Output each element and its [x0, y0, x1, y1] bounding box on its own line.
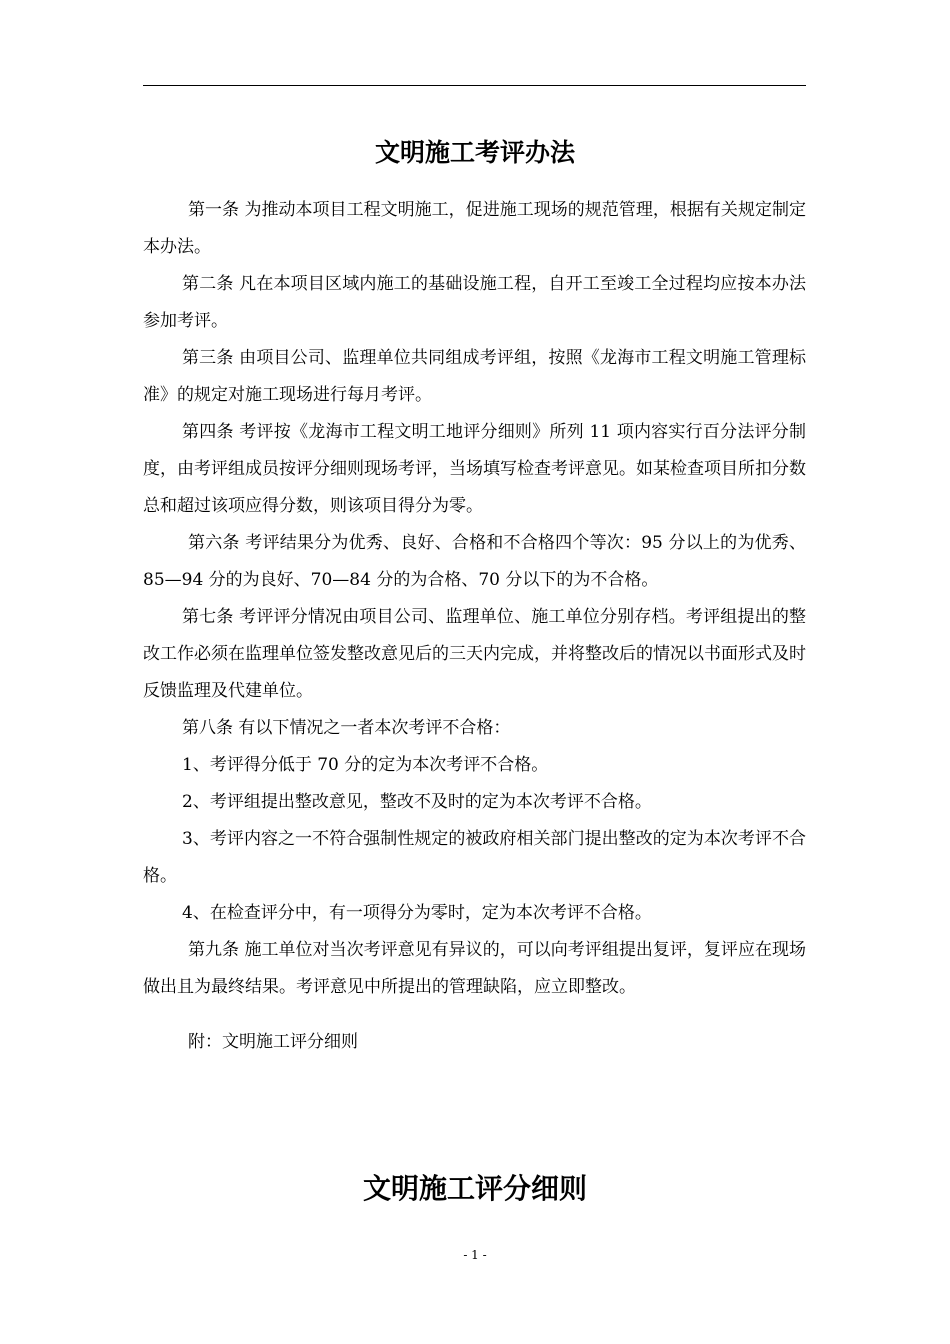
- spacer: [143, 1006, 806, 1024]
- article-9: 第九条 施工单位对当次考评意见有异议的，可以向考评组提出复评，复评应在现场做出且为最终结果。考评意见中所提出的管理缺陷，应立即整改。: [143, 940, 806, 997]
- list-item-3: 3、考评内容之一不符合强制性规定的被政府相关部门提出整改的定为本次考评不合格。: [143, 829, 806, 886]
- header-rule: [143, 85, 806, 86]
- article-6: 第六条 考评结果分为优秀、良好、合格和不合格四个等次：95 分以上的为优秀、85—94 分的为良好、70—84 分的为合格、70 分以下的为不合格。: [143, 533, 806, 590]
- article-2: 第二条 凡在本项目区域内施工的基础设施工程，自开工至竣工全过程均应按本办法参加考评。: [143, 274, 806, 331]
- article-3: 第三条 由项目公司、监理单位共同组成考评组，按照《龙海市工程文明施工管理标准》的规定对施工现场进行每月考评。: [143, 348, 806, 405]
- document-title: 文明施工考评办法: [374, 138, 575, 167]
- document-body: [143, 192, 806, 1061]
- list-item-2: 2、考评组提出整改意见，整改不及时的定为本次考评不合格。: [182, 792, 652, 812]
- section-title: 文明施工评分细则: [362, 1172, 587, 1205]
- article-4: 第四条 考评按《龙海市工程文明工地评分细则》所列 11 项内容实行百分法评分制度，由考评组成员按评分细则现场考评，当场填写检查考评意见。如某检查项目所扣分数总和超过该项应得分数，则该项目得分为零。: [143, 422, 806, 516]
- page-number: - 1 -: [463, 1248, 487, 1262]
- article-1: 第一条 为推动本项目工程文明施工，促进施工现场的规范管理，根据有关规定制定本办法。: [143, 200, 806, 257]
- list-item-1: 1、考评得分低于 70 分的定为本次考评不合格。: [182, 755, 549, 775]
- appendix-note: 附：文明施工评分细则: [188, 1032, 358, 1052]
- list-item-4: 4、在检查评分中，有一项得分为零时，定为本次考评不合格。: [182, 903, 652, 923]
- article-8: 第八条 有以下情况之一者本次考评不合格：: [182, 718, 511, 738]
- article-7: 第七条 考评评分情况由项目公司、监理单位、施工单位分别存档。考评组提出的整改工作必须在监理单位签发整改意见后的三天内完成，并将整改后的情况以书面形式及时反馈监理及代建单位。: [143, 607, 806, 701]
